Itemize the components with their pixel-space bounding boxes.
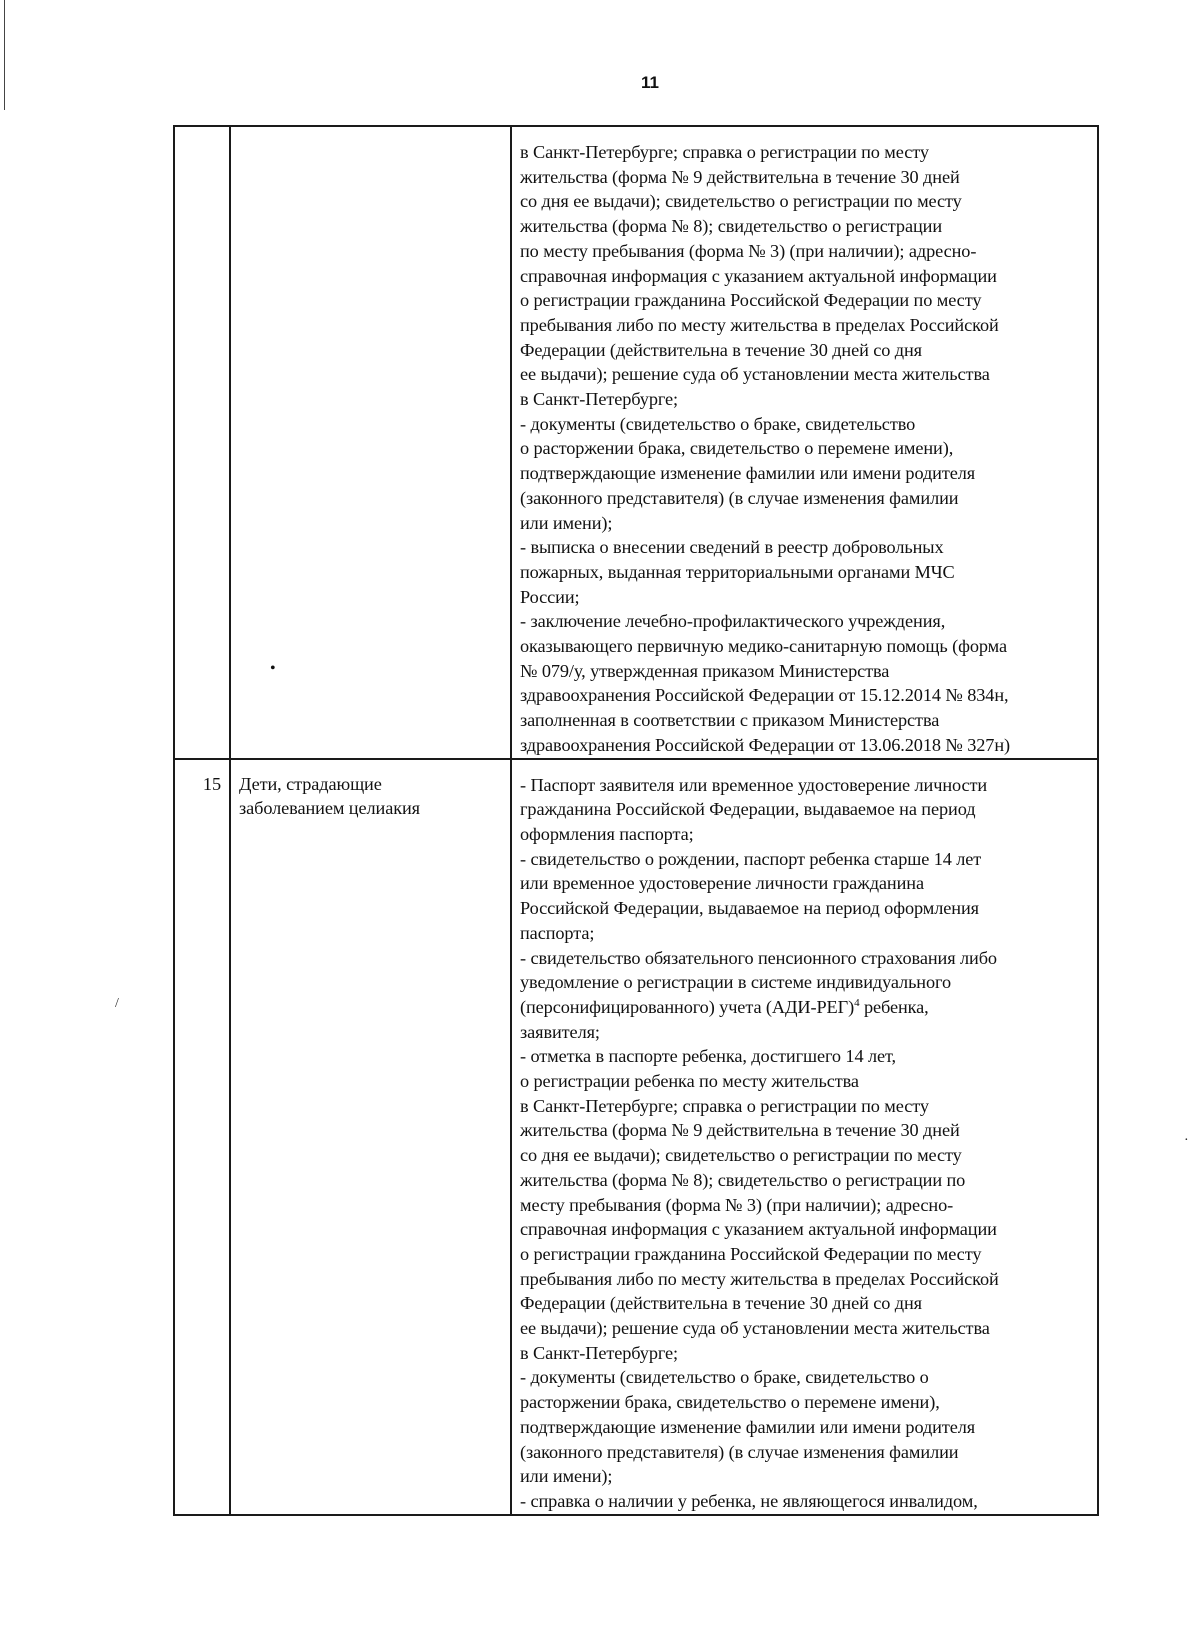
text-line: - свидетельство обязательного пенсионного страхования либо — [520, 947, 997, 968]
text-line: со дня ее выдачи); свидетельство о регистрации по месту — [520, 1145, 962, 1166]
text-line: справочная информация с указанием актуальной информации — [520, 265, 997, 286]
row-number-cell — [174, 759, 230, 1515]
category-cell — [230, 759, 511, 1515]
text-line: месту пребывания (форма № 3) (при наличии); адресно- — [520, 1194, 954, 1215]
text-line: по месту пребывания (форма № 3) (при наличии); адресно- — [520, 240, 977, 261]
text-line: - документы (свидетельство о браке, свидетельство о — [520, 1367, 929, 1388]
footnote-mark: 4 — [854, 996, 860, 1009]
text-line: Дети, страдающие — [239, 773, 382, 794]
text-line: оформления паспорта; — [520, 823, 694, 844]
documents-text — [512, 760, 1097, 1514]
row-number-cell — [174, 126, 230, 759]
text-line: жительства (форма № 9 действительна в течение 30 дней — [520, 166, 960, 187]
text-line: ее выдачи); решение суда об установлении места жительства — [520, 364, 990, 385]
stray-dot-mark: · — [1184, 1133, 1189, 1148]
text-line: заболеванием целиакия — [239, 798, 420, 819]
text-line: - отметка в паспорте ребенка, достигшего 14 лет, — [520, 1046, 896, 1067]
text-line: справочная информация с указанием актуальной информации — [520, 1219, 997, 1240]
text-line: - свидетельство о рождении, паспорт ребенка старше 14 лет — [520, 848, 982, 869]
documents-text — [512, 127, 1097, 758]
text-line: гражданина Российской Федерации, выдаваемое на период — [520, 799, 976, 820]
table-row — [174, 759, 1098, 1515]
text-line: жительства (форма № 8); свидетельство о регистрации — [520, 216, 943, 237]
text-line: - заключение лечебно-профилактического учреждения, — [520, 611, 946, 632]
documents-cell — [511, 126, 1098, 759]
text-line: № 079/у, утвержденная приказом Министерства — [520, 660, 890, 681]
text-line: здравоохранения Российской Федерации от 13.06.2018 № 327н) — [520, 734, 1010, 755]
text-line: уведомление о регистрации в системе индивидуального — [520, 972, 952, 993]
text-line: в Санкт-Петербурге; справка о регистрации по месту — [520, 142, 929, 162]
text-line: о регистрации гражданина Российской Федерации по месту — [520, 1243, 982, 1264]
text-line: жительства (форма № 9 действительна в течение 30 дней — [520, 1120, 960, 1141]
row-number — [175, 127, 229, 139]
text-line: заполненная в соответствии с приказом Министерства — [520, 710, 940, 731]
text-line: здравоохранения Российской Федерации от 15.12.2014 № 834н, — [520, 685, 1009, 706]
text-line: о расторжении брака, свидетельство о перемене имени), — [520, 438, 954, 459]
text-line: Федерации (действительна в течение 30 дней со дня — [520, 339, 922, 360]
category-text — [231, 760, 510, 821]
page-number: 11 — [641, 73, 659, 92]
row-number: 15 — [202, 773, 221, 794]
text-line: - Паспорт заявителя или временное удостоверение личности — [520, 774, 988, 795]
text-line: - выписка о внесении сведений в реестр добровольных — [520, 537, 944, 558]
text-line — [520, 995, 1091, 1020]
text-line: со дня ее выдачи); свидетельство о регистрации по месту — [520, 191, 962, 212]
text-line: в Санкт-Петербурге; — [520, 1342, 679, 1363]
text-line: расторжении брака, свидетельство о перемене имени), — [520, 1392, 940, 1413]
text-line: Федерации (действительна в течение 30 дней со дня — [520, 1293, 922, 1314]
scan-edge-line — [4, 0, 5, 110]
text-line: подтверждающие изменение фамилии или имени родителя — [520, 463, 976, 484]
text-line: подтверждающие изменение фамилии или имени родителя — [520, 1416, 976, 1437]
text-line: паспорта; — [520, 922, 595, 943]
text-line: пребывания либо по месту жительства в пределах Российской — [520, 314, 999, 335]
text-line: пожарных, выданная территориальными органами МЧС — [520, 561, 955, 582]
text-line: о регистрации ребенка по месту жительства — [520, 1071, 859, 1092]
text-line: Российской Федерации, выдаваемое на период оформления — [520, 898, 979, 919]
documents-table — [173, 125, 1099, 1516]
text-segment: ребенка, — [859, 996, 929, 1017]
table-row — [174, 126, 1098, 759]
text-line: - справка о наличии у ребенка, не являющегося инвалидом, — [520, 1490, 978, 1511]
text-segment: (персонифицированного) учета (АДИ-РЕГ) — [520, 996, 855, 1017]
text-line: или временное удостоверение личности гражданина — [520, 873, 924, 894]
text-line: или имени); — [520, 1466, 613, 1487]
text-line: в Санкт-Петербурге; справка о регистрации по месту — [520, 1095, 929, 1116]
stray-scan-mark: / — [115, 996, 119, 1011]
text-line: ее выдачи); решение суда об установлении места жительства — [520, 1318, 990, 1339]
text-line: - документы (свидетельство о браке, свидетельство — [520, 413, 916, 434]
text-line: России; — [520, 586, 580, 607]
category-text — [231, 127, 510, 139]
text-line: жительства (форма № 8); свидетельство о регистрации по — [520, 1169, 966, 1190]
stray-dot-mark: • — [270, 660, 276, 677]
text-line: в Санкт-Петербурге; — [520, 389, 679, 410]
text-line: о регистрации гражданина Российской Федерации по месту — [520, 290, 982, 311]
text-line: или имени); — [520, 512, 613, 533]
text-line: (законного представителя) (в случае изменения фамилии — [520, 487, 959, 508]
text-line: заявителя; — [520, 1021, 600, 1042]
text-line: пребывания либо по месту жительства в пределах Российской — [520, 1268, 999, 1289]
documents-cell — [511, 759, 1098, 1515]
text-line: (законного представителя) (в случае изменения фамилии — [520, 1441, 959, 1462]
text-line: оказывающего первичную медико-санитарную помощь (форма — [520, 636, 1007, 657]
